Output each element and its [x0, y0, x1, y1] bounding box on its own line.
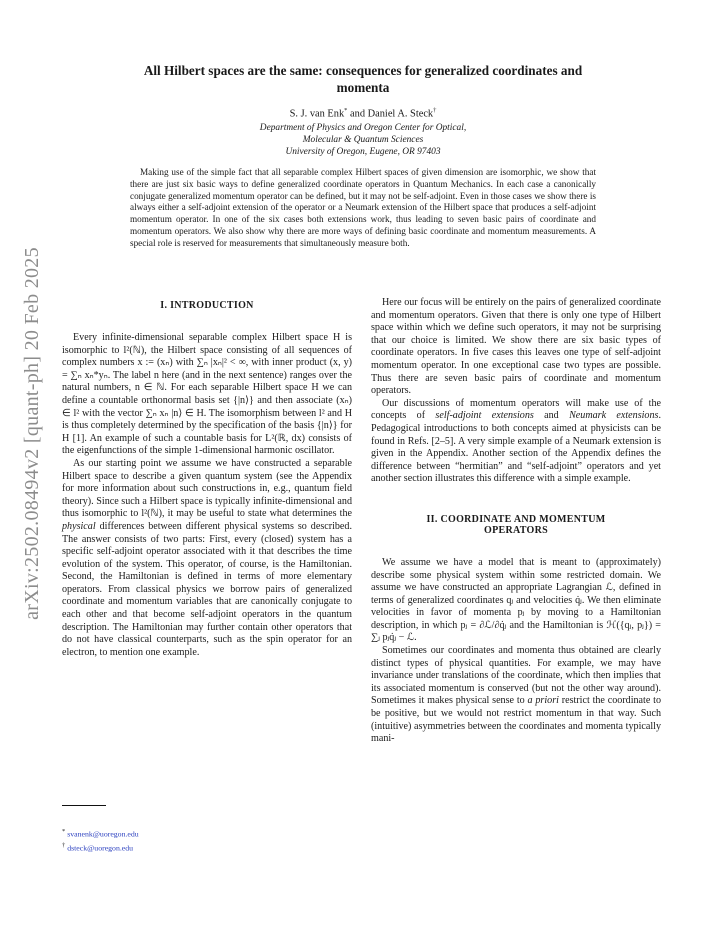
section-1-heading: I. INTRODUCTION — [160, 300, 254, 311]
footnote-2 — [62, 840, 352, 854]
footnote-rule — [62, 805, 106, 806]
section-2-paragraph-1: We assume we have a model that is meant to (approximately) describe some physical system within some restricted domain. We assume we have constructed an appropriate Lagrangian ℒ, defined in terms of generalized coordinates qⱼ and velocities q̇ⱼ. We then eliminate velocities in favor of momenta pⱼ by moving to a Hamiltonian description, in which pⱼ = ∂ℒ/∂q̇ⱼ and the Hamiltonian is ℋ({qⱼ, pⱼ}) = ∑ⱼ pⱼq̇ⱼ − ℒ. — [371, 556, 661, 644]
footnote-1-email-link[interactable]: svanenk@uoregon.edu — [67, 829, 139, 839]
affiliation-line-1: Department of Physics and Oregon Center for Optical, — [259, 123, 467, 133]
section-1-paragraph-2 — [62, 458, 352, 660]
section-1-paragraph-2-part-a: As our starting point we assume we have constructed a separable Hilbert space to describe a given quantum system (see the Appendix for more information about such constructions in, e.g., quantum field theory). Since such a Hilbert space is typically infinite-dimensional and thus isomorphic to l²(ℕ), it may be useful to state what determines the — [62, 457, 352, 520]
section-2-heading-line-1: II. COORDINATE AND MOMENTUM — [426, 513, 606, 525]
emphasis-self-adjoint-extensions: self-adjoint extensions — [435, 410, 534, 422]
right-column-paragraph-1: Here our focus will be entirely on the pairs of generalized coordinate and momentum operators. Given that there is only one type of Hilbert space within which we define such operators, it may not be surprising that our choice is limited. We show there are six basic types of coordinate operators. In five cases this leaves one type of self-adjoint momentum operator. In one exceptional case two types are possible. Thus there are seven basic pairs of coordinate and momentum operators. — [371, 297, 661, 397]
author-2-name: Daniel A. Steck — [367, 108, 434, 120]
paper-title — [88, 62, 638, 96]
arxiv-identifier-stamp — [18, 218, 46, 648]
right-column-paragraph-2-part-b: and — [533, 410, 570, 422]
left-column — [62, 300, 352, 659]
title-line-2: momenta — [336, 80, 390, 95]
section-1-paragraph-2-part-b: differences between different physical systems so described. The answer consists of two parts: First, every (closed) system has a specific self-adjoint operator associated with it that describes the time evolution of the system. This operator, of course, is the Hamiltonian. Second, the Hamiltonian is defined in terms of more elementary operators. From classical physics we borrow pairs of generalized coordinate and momentum variables that are canonically conjugate to each other and that become self-adjoint operators in the quantum description. The Hamiltonian may further contain other operators that do not have classical counterparts, such as the spin operator for an electron, to mention one example. — [62, 520, 352, 658]
section-1-emphasis-physical: physical — [62, 520, 96, 532]
affiliation-line-2: Molecular & Quantum Sciences — [302, 135, 424, 146]
section-2-emphasis-a-priori: a priori — [527, 695, 559, 707]
footnote-1 — [62, 826, 352, 840]
section-2-paragraph-2 — [371, 645, 661, 746]
affiliation — [120, 122, 606, 159]
author-2-footnote-mark[interactable]: † — [433, 107, 437, 114]
right-column-paragraph-2-part-c: . Pedagogical introductions to both concepts aimed at physicists can be found in Refs. [2–5]. A very simple example of a Neumark extension is given in the Appendix. Another section of the Appendix defines the difference between “hermitian” and “self-adjoint” operators and yet another section illustrates this difference with a simple example. — [371, 410, 661, 485]
author-1-name: S. J. van Enk — [289, 108, 345, 120]
right-column-paragraph-2 — [371, 398, 661, 486]
right-column — [371, 297, 661, 746]
footnotes — [62, 826, 352, 853]
author-list — [120, 107, 606, 119]
emphasis-neumark-extensions: Neumark extensions — [569, 410, 659, 422]
arxiv-identifier-text: arXiv:2502.08494v2 [quant-ph] 20 Feb 2025 — [20, 246, 43, 620]
section-1-paragraph-1: Every infinite-dimensional separable complex Hilbert space H is isomorphic to l²(ℕ), the Hilbert space consisting of all sequences of complex numbers x := (xₙ) with ∑ₙ |xₙ|² < ∞, with inner product (x, y) = ∑ₙ xₙ*yₙ. The label n here (and in the next sentence) ranges over the natural numbers, n ∈ ℕ. For each separable Hilbert space H we can define a countable orthonormal basis set {|n⟩} and then associate (xₙ) ∈ l² with the vector ∑ₙ xₙ |n⟩ ∈ H. The isomorphism between l² and H is thus completely determined by the specification of the basis {|n⟩} for H [1]. An example of such a countable basis for L²(ℝ, dx) consists of the eigenfunctions of the simple 1-dimensional harmonic oscillator. — [62, 332, 352, 457]
abstract: Making use of the simple fact that all separable complex Hilbert spaces of given dimension are isomorphic, we show that there are just six basic ways to define generalized coordinate operators in Quantum Mechanics. In each case a canonically conjugate generalized momentum operator can be defined, but it may not be self-adjoint. Even in those cases we show there is always either a self-adjoint extension of the operator or a Neumark extension of the Hilbert space that produces a self-adjoint momentum operator. In one of the six cases both extensions work, thus leading to seven basic pairs of coordinate and momentum operators. We also show why there are more ways of defining basic coordinate and momentum measurements. A special role is reserved for measurements that simultaneously measure both. — [130, 167, 596, 248]
footnote-1-mark: * — [62, 828, 66, 835]
section-2-paragraph-2-part-a: Sometimes our coordinates and momenta thus obtained are clearly distinct types of physical quantities. For example, we may have invariance under translations of the coordinate, which then implies that its associated momentum is conserved (but not the other way around). Sometimes it makes physical sense to — [371, 645, 661, 707]
footnote-2-mark: † — [62, 841, 66, 849]
author-conjunction: and — [347, 108, 368, 120]
section-2-heading-line-2: OPERATORS — [483, 524, 548, 536]
section-2-heading — [371, 514, 661, 536]
right-column-paragraph-2-part-a: Our discussions of momentum operators will make use of the concepts of — [371, 397, 661, 422]
title-line-1: All Hilbert spaces are the same: consequences for generalized coordinates and — [143, 63, 583, 78]
author-1-footnote-mark[interactable]: * — [344, 107, 348, 114]
affiliation-line-3: University of Oregon, Eugene, OR 97403 — [285, 147, 441, 158]
section-2-paragraph-2-part-b: restrict the coordinate to be positive, but we would not restrict momentum in that way. Such (intuitive) asymmetries between the coordinates and momenta typically mani- — [371, 695, 661, 745]
footnote-2-email-link[interactable]: dsteck@uoregon.edu — [67, 843, 134, 853]
